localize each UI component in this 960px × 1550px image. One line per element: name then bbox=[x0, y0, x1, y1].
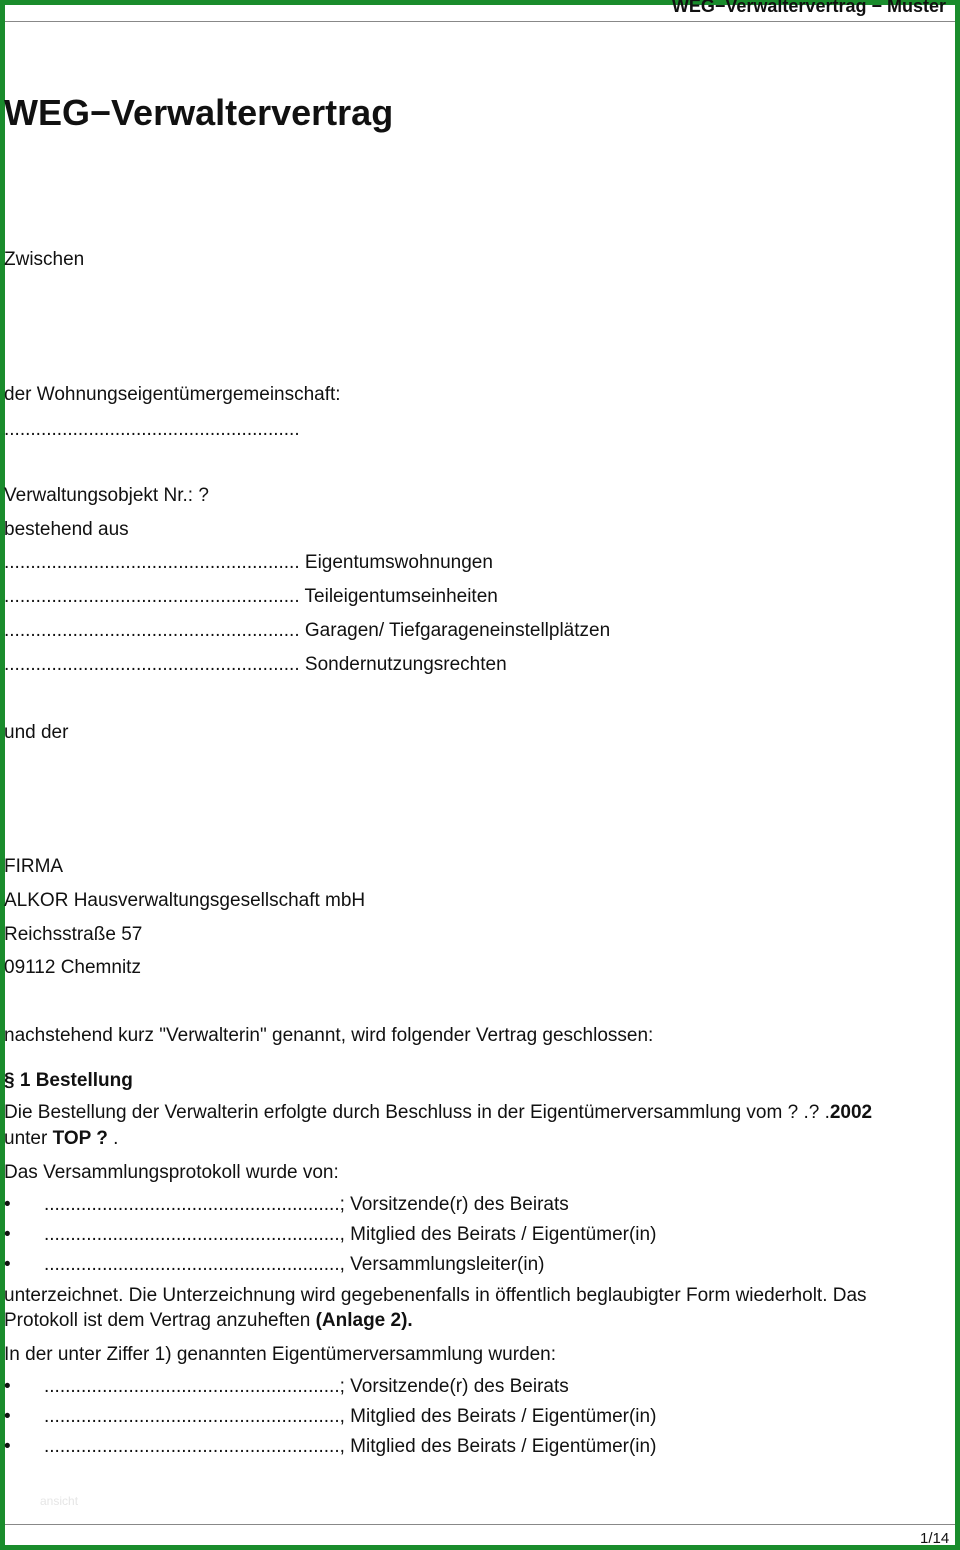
firm-label: FIRMA bbox=[4, 856, 64, 877]
consisting-text: bestehend aus bbox=[4, 519, 129, 540]
firm-city: 09112 Chemnitz bbox=[4, 957, 141, 978]
unit-line: ........................................................ Teileigentumseinheiten bbox=[4, 586, 498, 607]
unit-line: ........................................................ Garagen/ Tiefgarageneinstellplätzen bbox=[4, 620, 611, 641]
bullet-icon: • bbox=[4, 1376, 11, 1397]
document-title: WEG−Verwaltervertrag bbox=[4, 92, 394, 133]
elected-text: In der unter Ziffer 1) genannten Eigentümerversammlung wurden: bbox=[4, 1344, 557, 1365]
footer-divider bbox=[5, 1524, 955, 1525]
bullet-icon: • bbox=[4, 1194, 11, 1215]
bullet-icon: • bbox=[4, 1406, 11, 1427]
signer-line: ........................................................, Mitglied des Beirats / Eigentümer(in) bbox=[44, 1224, 657, 1245]
section-heading: § 1 Bestellung bbox=[4, 1070, 133, 1091]
protocol-text: Das Versammlungsprotokoll wurde von: bbox=[4, 1162, 339, 1183]
elected-line: ........................................................, Mitglied des Beirats / Eigentümer(in) bbox=[44, 1406, 657, 1427]
community-label: der Wohnungseigentümergemeinschaft: bbox=[4, 384, 341, 405]
community-blank: ........................................................ bbox=[4, 419, 300, 440]
unit-line: ........................................................ Eigentumswohnungen bbox=[4, 552, 493, 573]
bullet-icon: • bbox=[4, 1224, 11, 1245]
header-divider bbox=[5, 21, 955, 22]
elected-line: ........................................................, Mitglied des Beirats / Eigentümer(in) bbox=[44, 1436, 657, 1457]
and-the-text: und der bbox=[4, 722, 69, 743]
elected-line: ........................................................; Vorsitzende(r) des Beirats bbox=[44, 1376, 569, 1397]
page-number: 1/14 bbox=[920, 1530, 950, 1547]
signer-line: ........................................................, Versammlungsleiter(in) bbox=[44, 1254, 545, 1275]
firm-street: Reichsstraße 57 bbox=[4, 924, 143, 945]
contract-intro: nachstehend kurz "Verwalterin" genannt, wird folgender Vertrag geschlossen: bbox=[4, 1025, 654, 1046]
firm-name: ALKOR Hausverwaltungsgesellschaft mbH bbox=[4, 890, 366, 911]
appointment-paragraph-line2: unter TOP ? . bbox=[4, 1128, 119, 1149]
zwischen-text: Zwischen bbox=[4, 249, 85, 270]
unit-line: ........................................................ Sondernutzungsrechten bbox=[4, 654, 507, 675]
watermark: ansicht bbox=[40, 1494, 79, 1508]
object-number: Verwaltungsobjekt Nr.: ? bbox=[4, 485, 209, 506]
signature-paragraph-line1: unterzeichnet. Die Unterzeichnung wird gegebenenfalls in öffentlich beglaubigter Form wiederholt. Das bbox=[4, 1285, 867, 1306]
signer-line: ........................................................; Vorsitzende(r) des Beirats bbox=[44, 1194, 569, 1215]
running-header: WEG−Verwaltervertrag − Muster bbox=[671, 0, 946, 16]
bullet-icon: • bbox=[4, 1254, 11, 1275]
signature-paragraph-line2: Protokoll ist dem Vertrag anzuheften (Anlage 2). bbox=[4, 1310, 413, 1331]
bullet-icon: • bbox=[4, 1436, 11, 1457]
appointment-paragraph-line1: Die Bestellung der Verwalterin erfolgte durch Beschluss in der Eigentümerversammlung vom ? .? .2002 bbox=[4, 1102, 873, 1123]
